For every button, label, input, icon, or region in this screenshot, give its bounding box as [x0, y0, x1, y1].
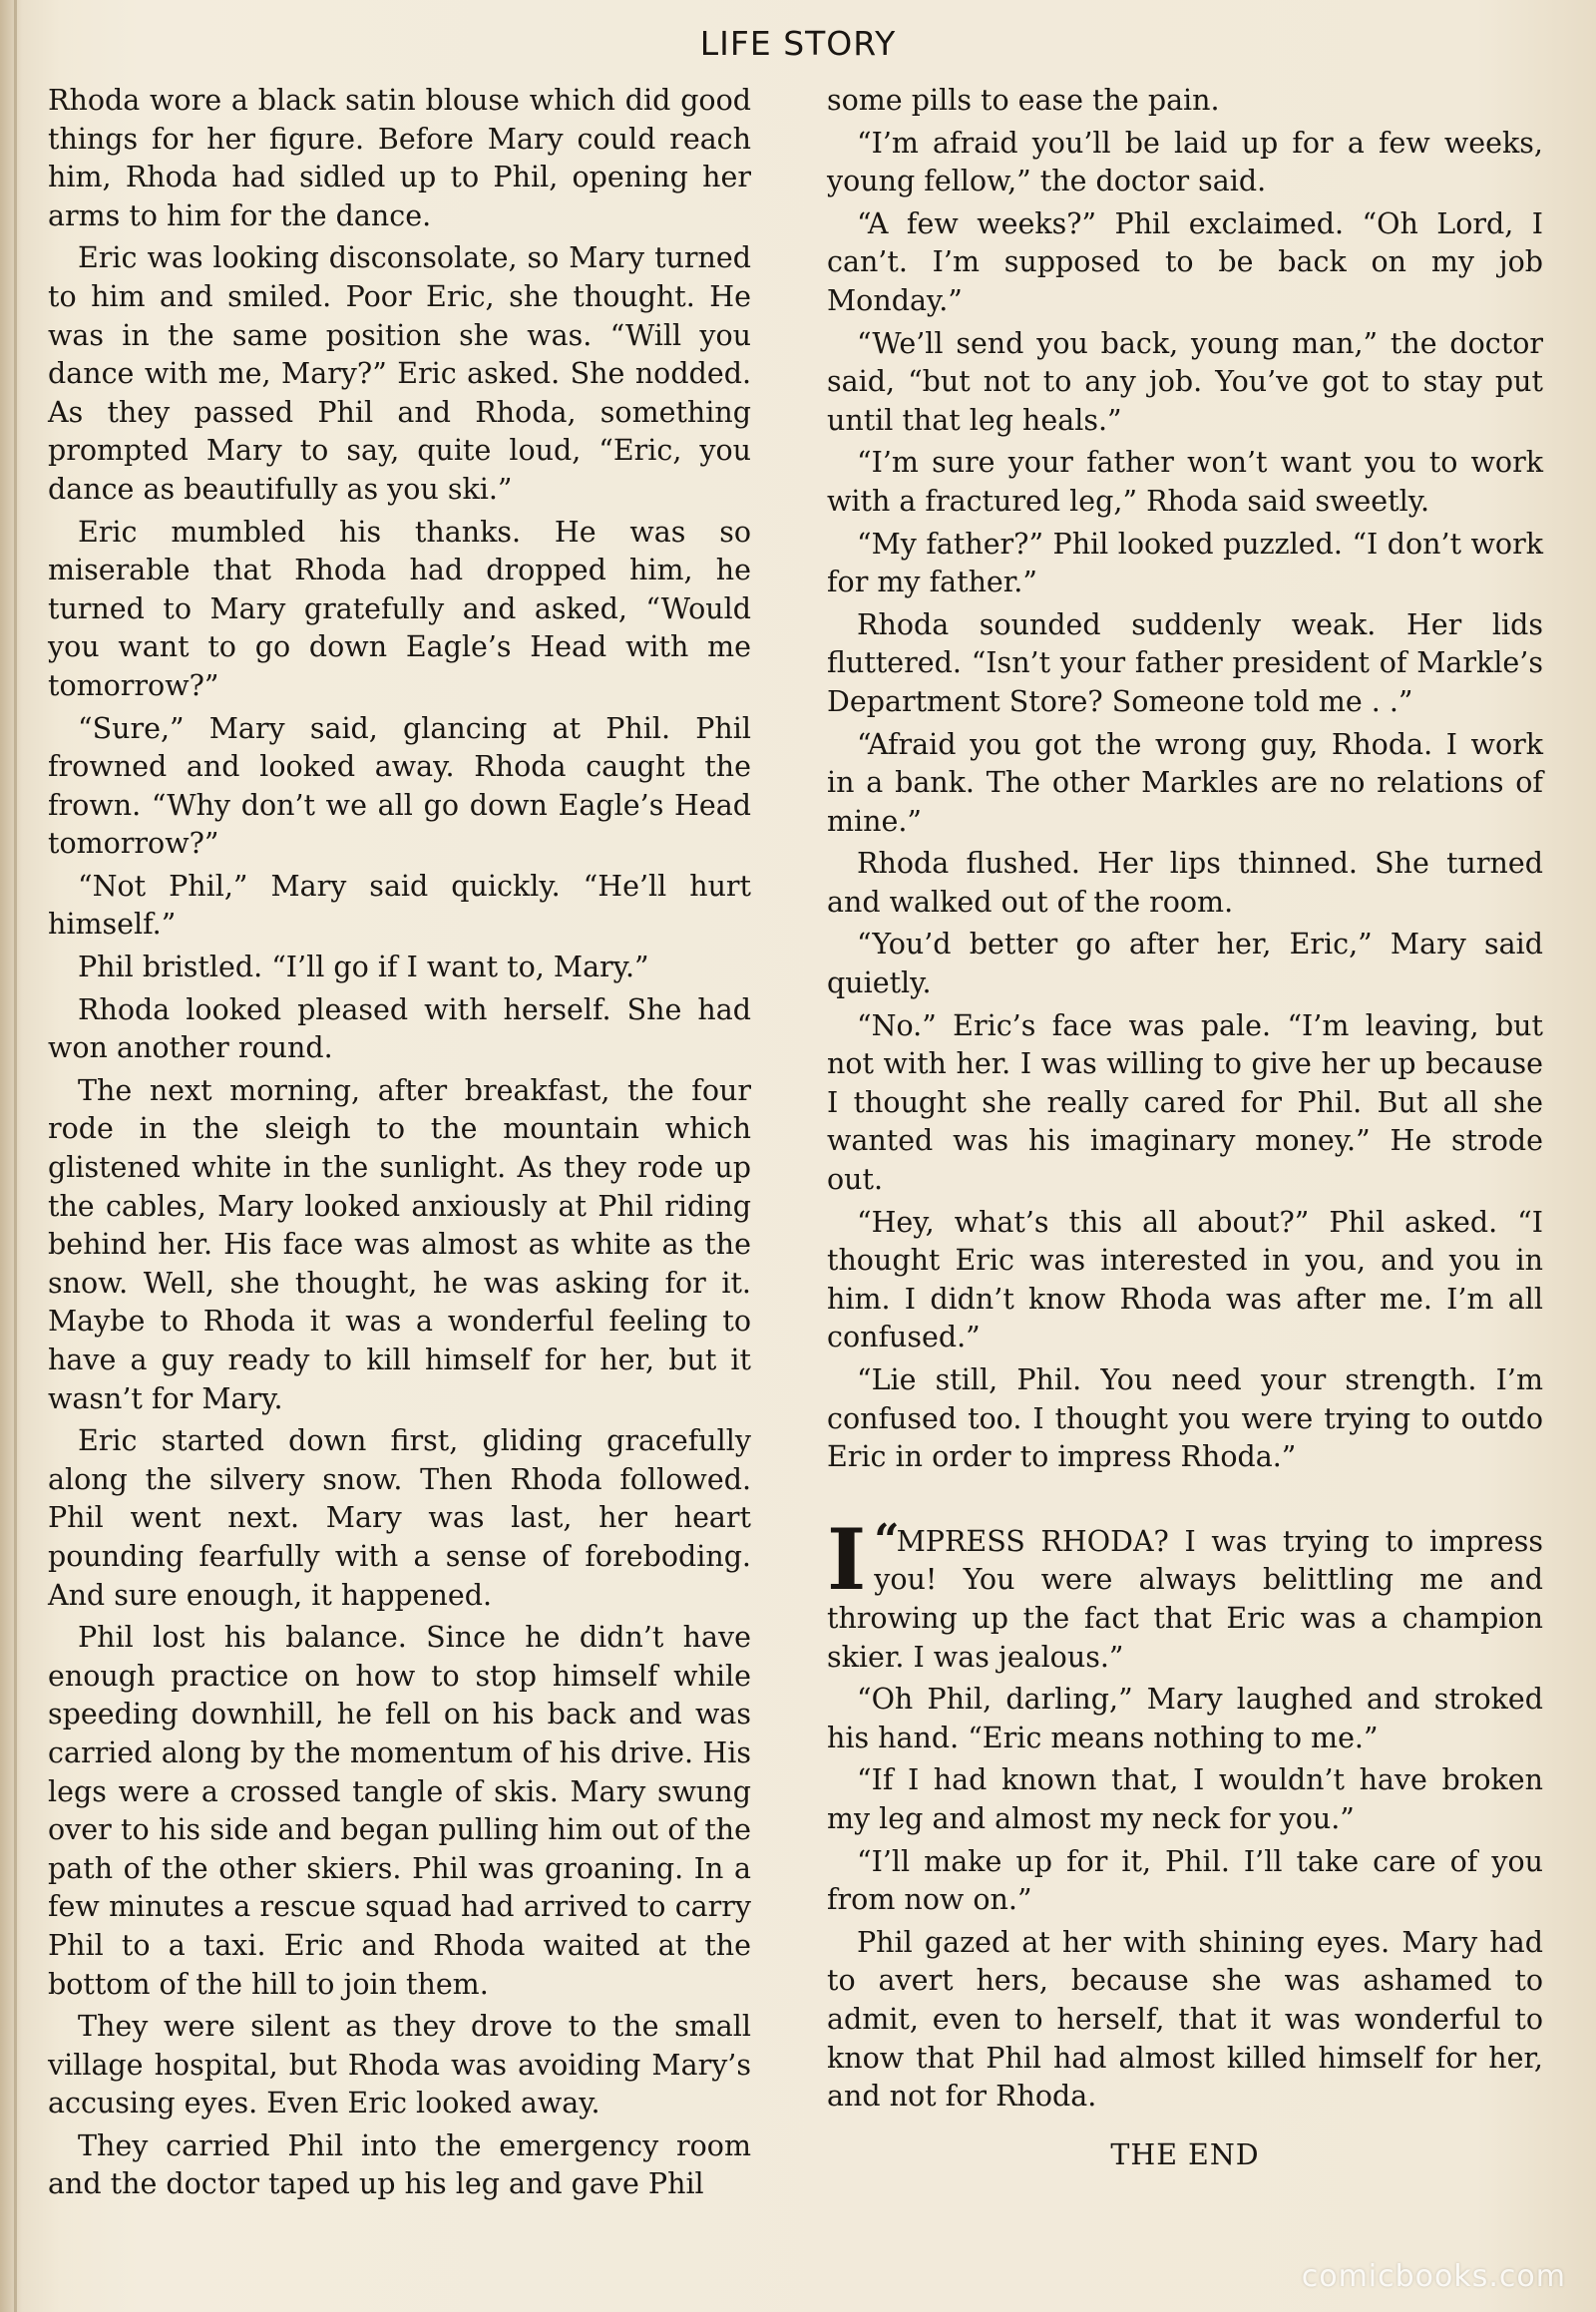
paragraph: “You’d better go after her, Eric,” Mary said quietly. — [827, 928, 1543, 1000]
drop-rest-text: I was trying to impress you! You were always belittling me and throwing up the fact that Eric was a champion skier. I was jealous.” — [827, 1524, 1543, 1674]
paragraph: Phil lost his balance. Since he didn’t have enough practice on how to stop himself while speeding downhill, he fell on his back and was carried along by the momentum of his drive. His legs were a crossed tangle of skis. Mary swung over to his side and began pulling him out of the path of the other skiers. Phil was groaning. In a few minutes a rescue squad had arrived to carry Phil to a taxi. Eric and Rhoda waited at the bottom of the hill to join them. — [48, 1621, 751, 2001]
paragraph: “No.” Eric’s face was pale. “I’m leaving, but not with her. I was willing to give her up because I thought she really cared for Phil. But all she wanted was his imaginary money.” He strode out. — [827, 1008, 1543, 1197]
paragraph: “My father?” Phil looked puzzled. “I don’t work for my father.” — [827, 527, 1543, 599]
paragraph: “If I had known that, I wouldn’t have broken my leg and almost my neck for you.” — [827, 1763, 1543, 1835]
page-spine-edge — [14, 0, 17, 2312]
paragraph: They carried Phil into the emergency room and the doctor taped up his leg and gave Phil — [48, 2128, 751, 2201]
paragraph: “I’ll make up for it, Phil. I’ll take care of you from now on.” — [827, 1844, 1543, 1917]
paragraph: “A few weeks?” Phil exclaimed. “Oh Lord, I can’t. I’m supposed to be back on my job Monday.” — [827, 206, 1543, 317]
watermark: comicbooks.com — [1301, 2259, 1566, 2294]
paragraph: Rhoda wore a black satin blouse which did good things for her figure. Before Mary could reach him, Rhoda had sidled up to Phil, opening her arms to him for the dance. — [48, 84, 751, 232]
paragraph: some pills to ease the pain. — [827, 84, 1220, 117]
paragraph: Phil gazed at her with shining eyes. Mary had to avert hers, because she was ashamed to admit, even to herself, that it was wonderful to know that Phil had almost killed himself for her, and not for Rhoda. — [827, 1925, 1543, 2114]
paragraph: “I’m afraid you’ll be laid up for a few weeks, young fellow,” the doctor said. — [827, 126, 1543, 198]
drop-lead-text: MPRESS RHODA? — [896, 1524, 1169, 1558]
paragraph: They were silent as they drove to the small village hospital, but Rhoda was avoiding Mary’s accusing eyes. Even Eric looked away. — [48, 2010, 751, 2120]
paragraph: Rhoda sounded suddenly weak. Her lids fluttered. “Isn’t your father president of Markle’s Department Store? Someone told me . .” — [827, 607, 1543, 718]
paragraph: Eric mumbled his thanks. He was so miserable that Rhoda had dropped him, he turned to Mary gratefully and asked, “Would you want to go down Eagle’s Head with me tomorrow?” — [48, 515, 751, 702]
paragraph: Phil bristled. “I’ll go if I want to, Mary.” — [78, 951, 649, 984]
paragraph: “Afraid you got the wrong guy, Rhoda. I work in a bank. The other Markles are no relations of mine.” — [827, 727, 1543, 838]
paragraph: Rhoda flushed. Her lips thinned. She turned and walked out of the room. — [827, 847, 1543, 919]
paragraph: “Hey, what’s this all about?” Phil asked. “I thought Eric was interested in you, and you in him. I didn’t know Rhoda was after me. I’m all confused.” — [827, 1205, 1543, 1354]
drop-cap-paragraph — [827, 1509, 1543, 1677]
drop-cap-initial: I — [827, 1509, 867, 1609]
left-column — [48, 82, 751, 2208]
paragraph: “I’m sure your father won’t want you to work with a fractured leg,” Rhoda said sweetly. — [827, 446, 1543, 518]
paragraph: Eric was looking disconsolate, so Mary turned to him and smiled. Poor Eric, she thought. He was in the same position she was. “Will you dance with me, Mary?” Eric asked. She nodded. As they passed Phil and Rhoda, something prompted Mary to say, quite loud, “Eric, you dance as beautifully as you ski.” — [48, 241, 751, 506]
the-end-label: THE END — [1110, 2137, 1260, 2171]
paragraph: “Not Phil,” Mary said quickly. “He’ll hurt himself.” — [48, 869, 751, 942]
running-head: LIFE STORY — [699, 24, 897, 63]
right-column — [827, 82, 1543, 2178]
paragraph: “Oh Phil, darling,” Mary laughed and stroked his hand. “Eric means nothing to me.” — [827, 1683, 1543, 1754]
paragraph: The next morning, after breakfast, the four rode in the sleigh to the mountain which glistened white in the sunlight. As they rode up the cables, Mary looked anxiously at Phil riding behind her. His face was almost as white as the snow. Well, she thought, he was asking for it. Maybe to Rhoda it was a wonderful feeling to have a guy ready to kill himself for her, but it wasn’t for Mary. — [48, 1073, 751, 1415]
paragraph: Eric started down first, gliding gracefully along the silvery snow. Then Rhoda followed. Phil went next. Mary was last, her heart pounding fearfully with a sense of foreboding. And sure enough, it happened. — [48, 1424, 751, 1612]
paragraph: “We’ll send you back, young man,” the doctor said, “but not to any job. You’ve got to stay put until that leg heals.” — [827, 326, 1543, 437]
paragraph: Rhoda looked pleased with herself. She had won another round. — [48, 992, 751, 1065]
paragraph: “Lie still, Phil. You need your strength. I’m confused too. I thought you were trying to outdo Eric in order to impress Rhoda.” — [827, 1363, 1543, 1474]
drop-quote-mark: “ — [874, 1514, 897, 1566]
paragraph: “Sure,” Mary said, glancing at Phil. Phil frowned and looked away. Rhoda caught the frown. “Why don’t we all go down Eagle’s Head tomorrow?” — [48, 711, 751, 861]
